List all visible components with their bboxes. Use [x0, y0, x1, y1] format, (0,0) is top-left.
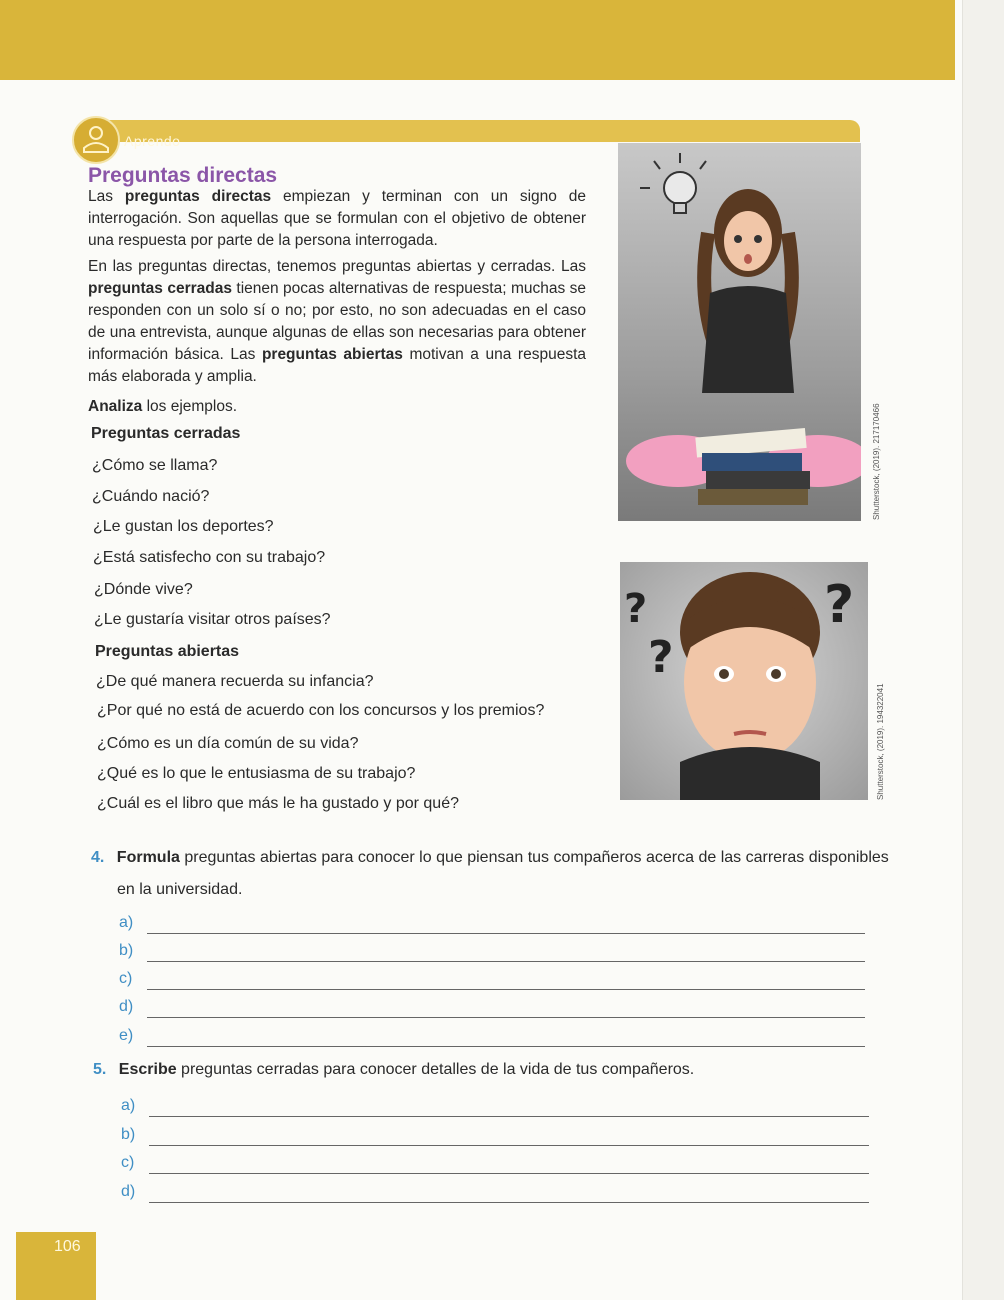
answer-label: d) — [121, 1183, 136, 1200]
activity-verb: Formula — [116, 849, 180, 866]
open-question: ¿Cuál es el libro que más le ha gustado y por qué? — [97, 795, 459, 812]
photo-girl-with-books — [618, 143, 861, 521]
svg-text:?: ? — [624, 586, 648, 632]
answer-line[interactable] — [121, 1183, 869, 1205]
activity-4-instruction-cont: en la universidad. — [117, 881, 243, 898]
closed-questions-heading: Preguntas cerradas — [91, 425, 241, 442]
page-edge — [962, 0, 1004, 1300]
page-number: 106 — [54, 1238, 81, 1255]
open-question: ¿Qué es lo que le entusiasma de su trabajo? — [97, 765, 416, 782]
answer-label: b) — [121, 1126, 136, 1143]
bold-term: Analiza — [88, 398, 143, 415]
answer-line[interactable] — [119, 970, 865, 992]
open-question: ¿Cómo es un día común de su vida? — [97, 735, 359, 752]
activity-number: 5. — [93, 1061, 107, 1078]
paragraph-intro — [88, 186, 586, 252]
aprendo-icon — [72, 116, 120, 164]
closed-question: ¿Le gustan los deportes? — [93, 518, 274, 535]
closed-question: ¿Cuándo nació? — [92, 488, 210, 505]
answer-label: e) — [119, 1027, 134, 1044]
closed-question: ¿Le gustaría visitar otros países? — [94, 611, 331, 628]
answer-label: d) — [119, 998, 134, 1015]
photo-credit: Shutterstock, (2019). 194322041 — [876, 683, 885, 800]
answer-line[interactable] — [119, 942, 865, 964]
open-question: ¿Por qué no está de acuerdo con los concursos y los premios? — [97, 702, 545, 719]
activity-5-instruction — [93, 1058, 694, 1082]
bold-term: preguntas cerradas — [88, 280, 232, 297]
section-title: Preguntas directas — [88, 164, 278, 187]
activity-text: preguntas abiertas para conocer lo que piensan tus compañeros acerca de las carreras disponibles — [179, 849, 889, 866]
answer-line[interactable] — [121, 1097, 869, 1119]
text-run: motivan a una respuesta más elaborada y amplia. — [88, 346, 586, 385]
photo-puzzled-girl — [620, 562, 868, 800]
svg-text:?: ? — [824, 575, 855, 635]
activity-text: preguntas cerradas para conocer detalles de la vida de tus compañeros. — [176, 1061, 695, 1078]
answer-line[interactable] — [121, 1126, 869, 1148]
closed-question: ¿Dónde vive? — [94, 581, 193, 598]
answer-label: c) — [121, 1154, 135, 1171]
text-run: Las — [88, 188, 125, 205]
aprendo-label: Aprendo — [124, 133, 181, 149]
paragraph-types — [88, 256, 586, 388]
open-question: ¿De qué manera recuerda su infancia? — [96, 673, 374, 690]
text-run: los ejemplos. — [142, 398, 238, 415]
bold-term: preguntas directas — [124, 188, 272, 205]
answer-label: a) — [121, 1097, 136, 1114]
aprendo-header-bar — [84, 120, 860, 142]
answer-line[interactable] — [119, 1027, 865, 1049]
answer-label: b) — [119, 942, 134, 959]
svg-text:?: ? — [648, 632, 674, 683]
answer-line[interactable] — [119, 998, 865, 1020]
activity-4-instruction — [91, 846, 889, 870]
answer-line[interactable] — [121, 1154, 869, 1176]
activity-number: 4. — [91, 849, 105, 866]
bold-term: preguntas abiertas — [261, 346, 403, 363]
answer-line[interactable] — [119, 914, 865, 936]
activity-verb: Escribe — [118, 1061, 177, 1078]
text-run: tienen pocas alternativas de respuesta; muchas se responden con un solo sí o no; por esto, no son adecuadas en el caso de una entrevista, aunque algunas de ellas son necesarias para obtener información básica. Las — [88, 280, 586, 363]
paragraph-analyze — [88, 396, 586, 418]
closed-question: ¿Está satisfecho con su trabajo? — [93, 549, 326, 566]
photo-credit: Shutterstock, (2019). 217170466 — [872, 403, 881, 520]
text-run: En las preguntas directas, tenemos preguntas abiertas y cerradas. Las — [88, 258, 586, 275]
top-color-band — [0, 0, 955, 80]
answer-label: a) — [119, 914, 134, 931]
closed-question: ¿Cómo se llama? — [92, 457, 218, 474]
text-run: empiezan y terminan con un signo de interrogación. Son aquellas que se formulan con el objetivo de obtener una respuesta por parte de la persona interrogada. — [88, 188, 586, 249]
answer-label: c) — [119, 970, 133, 987]
open-questions-heading: Preguntas abiertas — [95, 643, 240, 660]
